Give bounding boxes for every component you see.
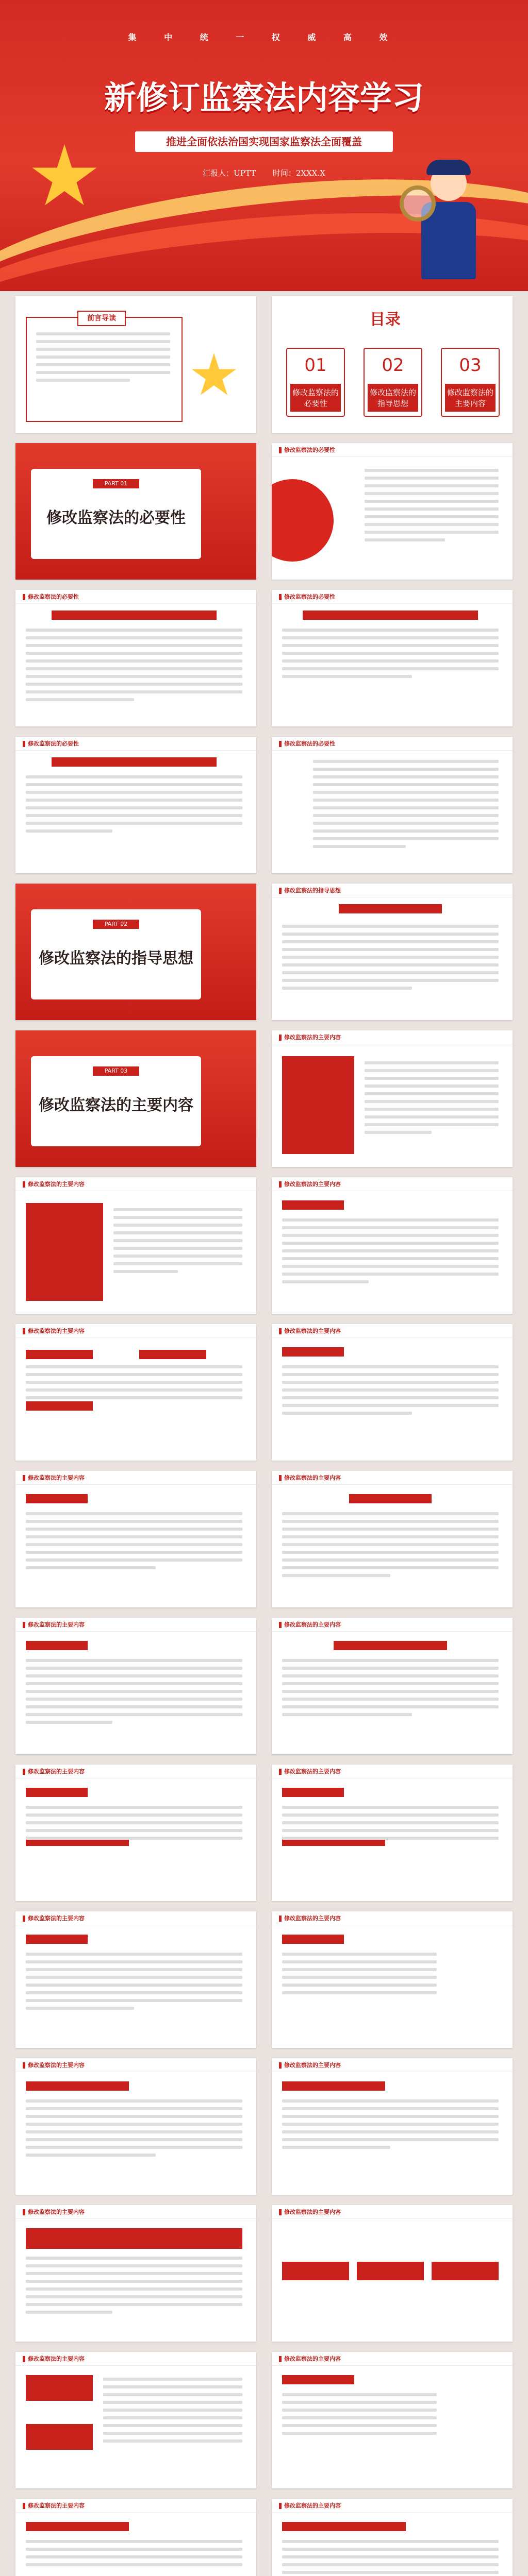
slide-intro[interactable] [15, 296, 256, 433]
reporter-label: 汇报人：UPTT [203, 168, 256, 178]
slide-toc[interactable] [272, 296, 513, 433]
slide-necessity-5[interactable]: 修改监察法的必要性 [272, 737, 513, 873]
slide-content-8[interactable]: 修改监察法的主要内容 [15, 1618, 256, 1754]
time-label: 时间：2XXX.X [272, 168, 325, 178]
slide-necessity-3[interactable]: 修改监察法的必要性 [272, 590, 513, 726]
slide-content-5[interactable]: 修改监察法的主要内容 [272, 1324, 513, 1461]
slide-content-17[interactable]: 修改监察法的主要内容 [272, 2205, 513, 2342]
slide-content-19[interactable]: 修改监察法的主要内容 [272, 2352, 513, 2488]
slide-content-3[interactable]: 修改监察法的主要内容 [272, 1177, 513, 1314]
toc-item-1[interactable]: 01 修改监察法的必要性 [286, 348, 345, 417]
slide-necessity-2[interactable]: 修改监察法的必要性 [15, 590, 256, 726]
slide-content-15[interactable]: 修改监察法的主要内容 [272, 2058, 513, 2195]
slide-content-9[interactable]: 修改监察法的主要内容 [272, 1618, 513, 1754]
hero-slogan: 集 中 统 一 权 威 高 效 [128, 32, 400, 42]
hero-banner [0, 0, 528, 291]
slide-section-1[interactable] [15, 443, 256, 580]
toc-item-2[interactable]: 02 修改监察法的指导思想 [364, 348, 422, 417]
slide-content-18[interactable]: 修改监察法的主要内容 [15, 2352, 256, 2488]
hero-title: 新修订监察法内容学习 [104, 79, 424, 116]
slide-necessity-1[interactable]: 修改监察法的必要性 [272, 443, 513, 580]
slide-content-13[interactable]: 修改监察法的主要内容 [272, 1911, 513, 2048]
section-title: 修改监察法的指导思想 [39, 950, 193, 968]
slide-necessity-4[interactable]: 修改监察法的必要性 [15, 737, 256, 873]
officer-illustration [410, 155, 487, 283]
toc-item-3[interactable]: 03 修改监察法的主要内容 [441, 348, 500, 417]
magnifier-icon [400, 185, 436, 222]
section-title: 修改监察法的必要性 [46, 509, 186, 527]
intro-tag: 前言导读 [77, 311, 126, 326]
slide-content-6[interactable]: 修改监察法的主要内容 [15, 1471, 256, 1607]
slide-guiding-1[interactable]: 修改监察法的指导思想 [272, 884, 513, 1020]
slide-content-14[interactable]: 修改监察法的主要内容 [15, 2058, 256, 2195]
section-part: PART 02 [93, 920, 139, 929]
hero-subtitle: 推进全面依法治国实现国家监察法全面覆盖 [135, 131, 393, 152]
star-icon [191, 353, 237, 399]
slide-content-2[interactable]: 修改监察法的主要内容 [15, 1177, 256, 1314]
section-part: PART 01 [93, 479, 139, 488]
slide-content-4[interactable]: 修改监察法的主要内容 [15, 1324, 256, 1461]
toc-title: 目录 [370, 311, 401, 329]
slide-content-1[interactable]: 修改监察法的主要内容 [272, 1030, 513, 1167]
slide-content-12[interactable]: 修改监察法的主要内容 [15, 1911, 256, 2048]
section-title: 修改监察法的主要内容 [39, 1096, 193, 1114]
slide-content-21[interactable]: 修改监察法的主要内容 [272, 2499, 513, 2576]
slide-section-3[interactable] [15, 1030, 256, 1167]
slide-content-11[interactable]: 修改监察法的主要内容 [272, 1765, 513, 1901]
slide-section-2[interactable] [15, 884, 256, 1020]
slide-content-20[interactable]: 修改监察法的主要内容 [15, 2499, 256, 2576]
section-part: PART 03 [93, 1066, 139, 1076]
slide-content-16[interactable]: 修改监察法的主要内容 [15, 2205, 256, 2342]
slide-content-7[interactable]: 修改监察法的主要内容 [272, 1471, 513, 1607]
slide-content-10[interactable]: 修改监察法的主要内容 [15, 1765, 256, 1901]
